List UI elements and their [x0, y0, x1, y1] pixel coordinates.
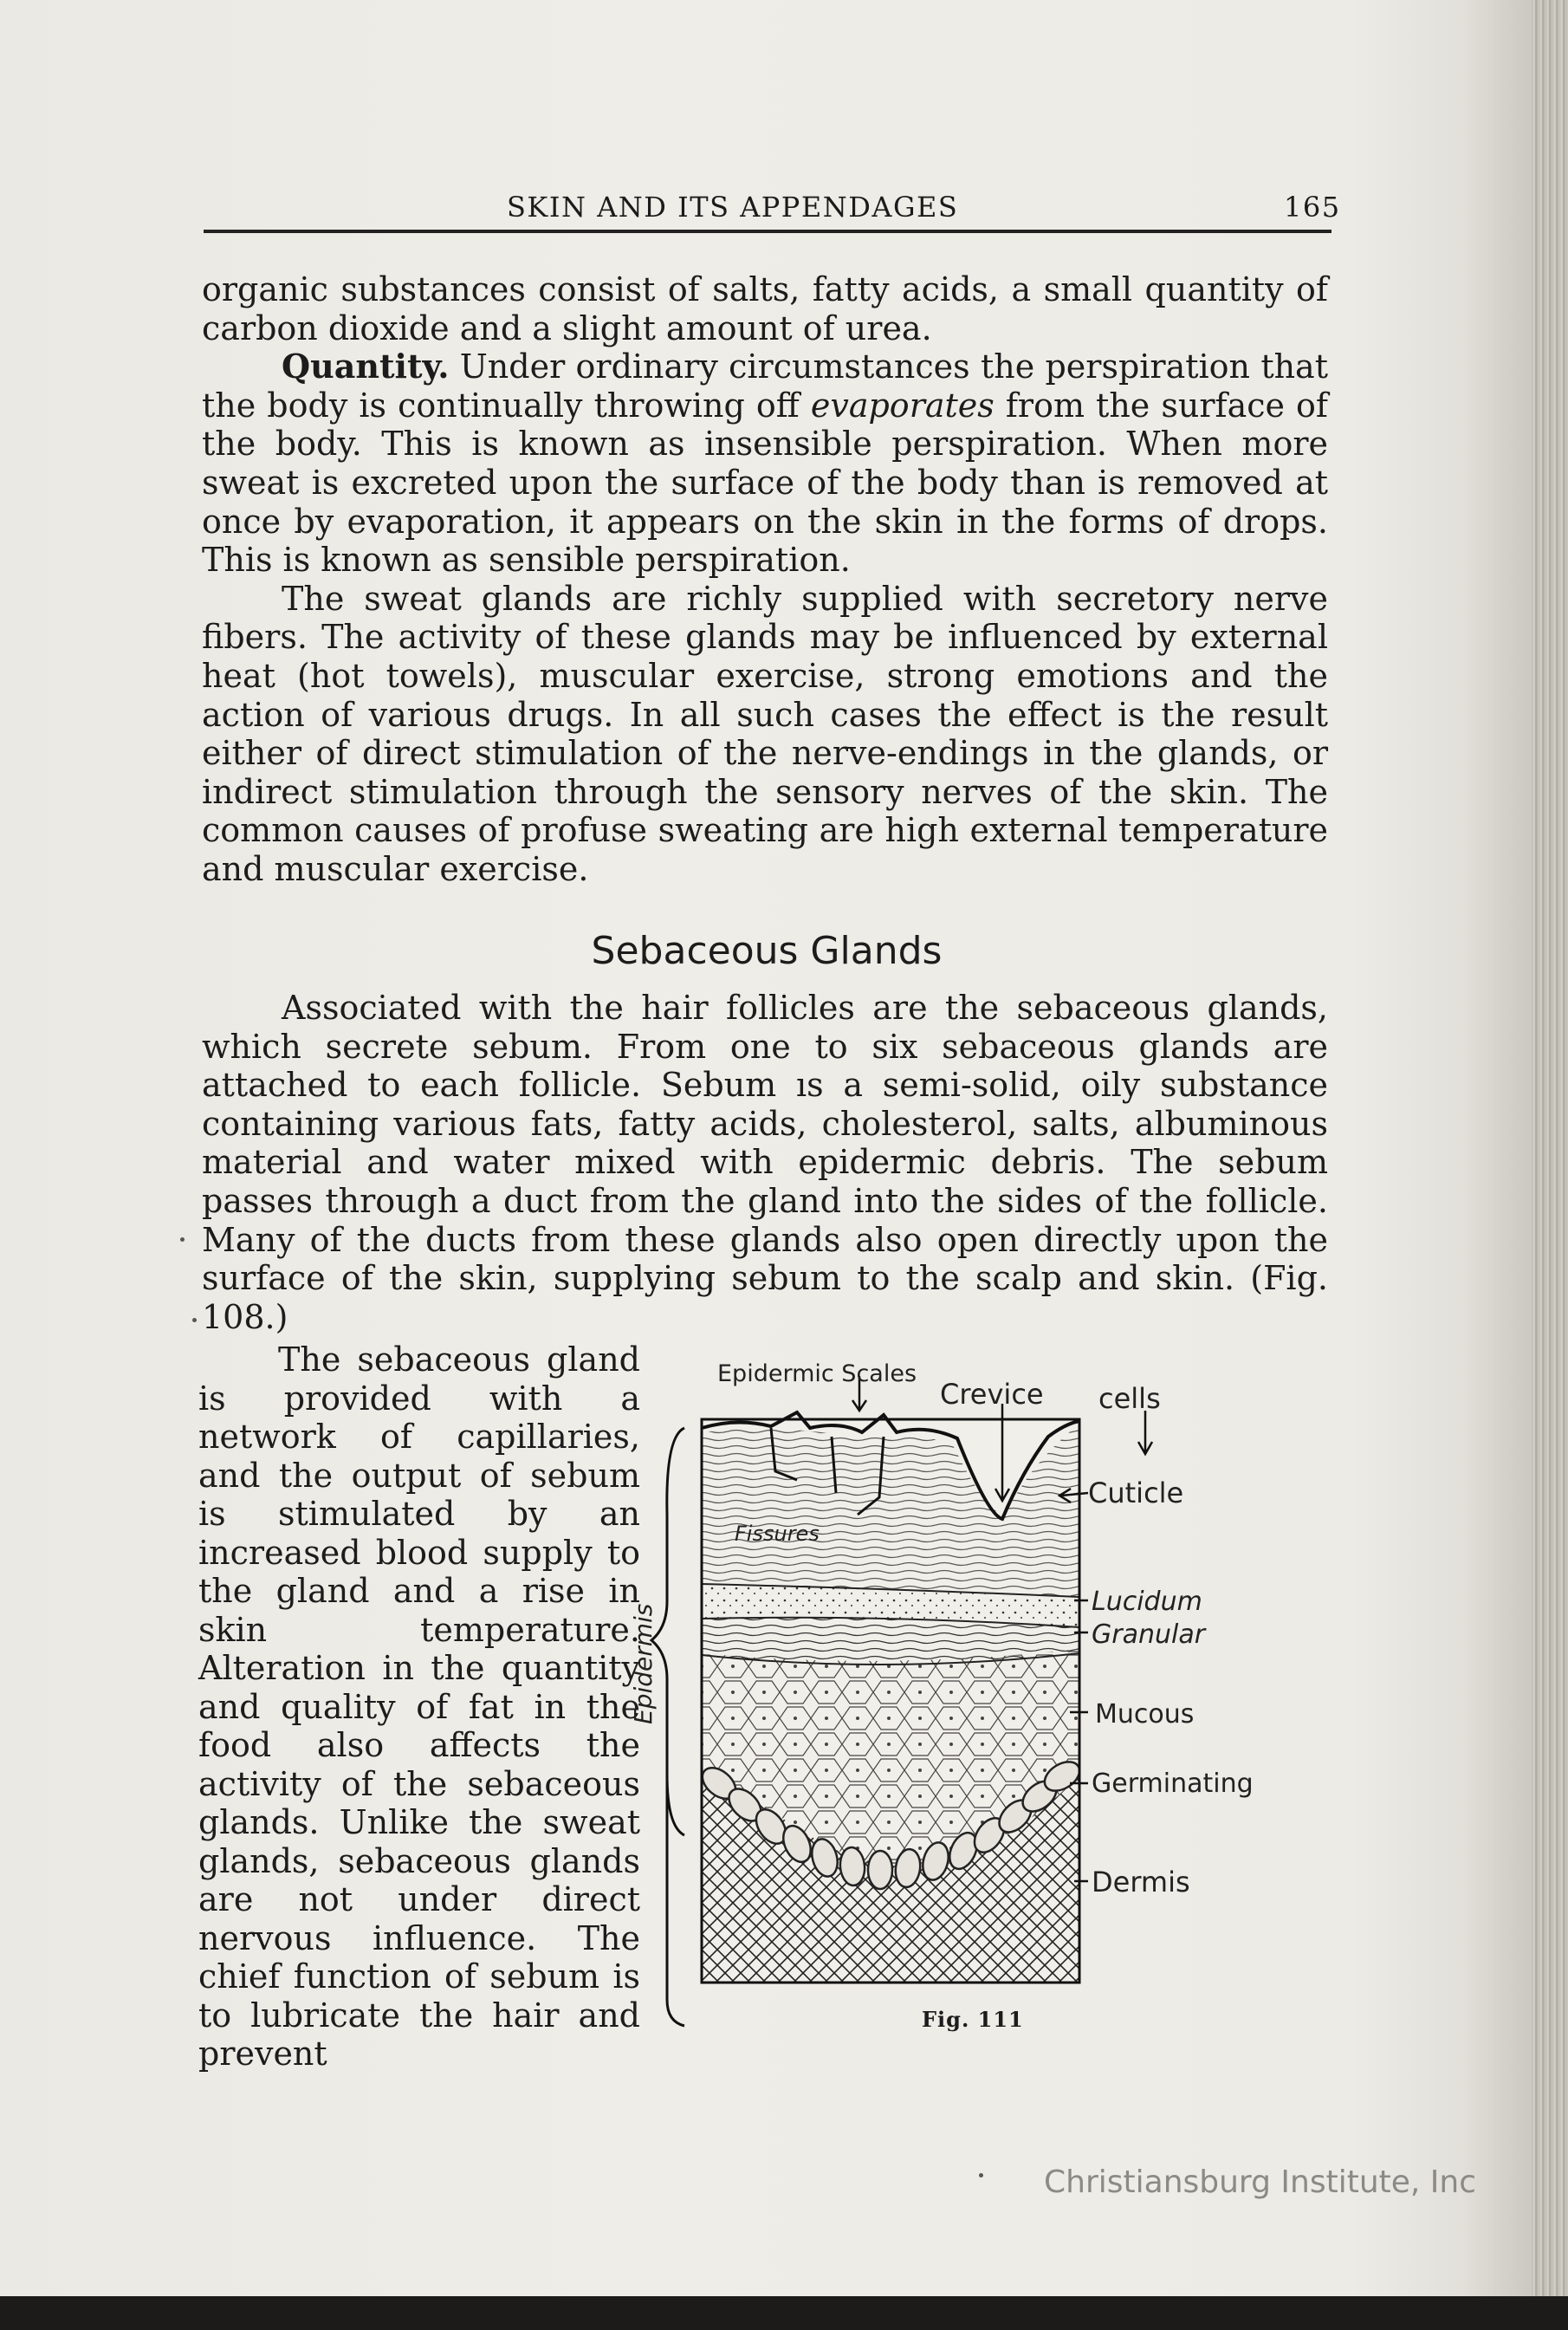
page-header [0, 191, 1568, 225]
figure-caption: Fig. 111 [922, 2007, 1024, 2032]
label-cells: cells [1098, 1382, 1161, 1415]
label-epidermic-scales: Epidermic Scales [717, 1360, 917, 1387]
page-edge-stack [1532, 0, 1568, 2330]
label-crevice: Crevice [940, 1378, 1044, 1411]
header-rule [204, 230, 1332, 233]
paragraph: Associated with the hair follicles are the sebaceous glands, which secrete sebum. From one to six sebaceous glands are attached to each follicle. Sebum ıs a semi-solid, oily substance containing various fats, fatty acids, cholesterol, salts, albuminous material and water mixed with epidermic debris. The sebum passes through a duct from the gland into the sides of the follicle. Many of the ducts from these glands also open directly upon the surface of the skin, supplying sebum to the scalp and skin. (Fig. 108.) [202, 989, 1328, 1336]
label-cuticle: Cuticle [1088, 1477, 1184, 1509]
label-lucidum: Lucidum [1092, 1587, 1202, 1617]
text-run: from the surface of the body. This is known as insensible perspiration. When more sweat is excreted upon the surface of the body than is removed at once by evaporation, it appears on the skin in the forms of drops. This is known as sensible perspiration. [202, 386, 1328, 580]
run-in-heading: Quantity. [282, 347, 450, 386]
body-text-top [202, 270, 1328, 889]
paragraph: The sebaceous gland is provided with a network of capillaries, and the output of sebum is stimulated by an increased blood supply to the gland and a rise in skin temperature. Alteration in the quantity and quality of fat in the food also affects the activity of the sebaceous glands. Unlike the sweat glands, sebaceous glands are not under direct nervous influence. The chief function of sebum is to lubricate the hair and prevent [198, 1340, 640, 2073]
page-number: 165 [1284, 191, 1341, 224]
running-head: SKIN AND ITS APPENDAGES [507, 191, 959, 224]
paragraph-quantity [202, 347, 1328, 580]
paragraph: organic substances consist of salts, fatty acids, a small quantity of carbon dioxide and a slight amount of urea. [202, 270, 1328, 347]
scan-border [0, 2296, 1568, 2330]
watermark: Christiansburg Institute, Inc [1044, 2164, 1477, 2200]
body-text-column [198, 1340, 640, 2074]
label-dermis: Dermis [1092, 1866, 1190, 1898]
section-heading: Sebaceous Glands [591, 929, 943, 973]
label-epidermis: Epidermis [629, 1603, 658, 1724]
skin-block [697, 1419, 1085, 1983]
paragraph: The sweat glands are richly supplied with secretory nerve fibers. The activity of these glands may be influenced by external heat (hot towels), muscular exercise, strong emotions and the action of various drugs. In all such cases the effect is the result either of direct stimulation of the nerve-endings in the glands, or indirect stimulation through the sensory nerves of the skin. The common causes of profuse sweating are high external temperature and muscular exercise. [202, 579, 1328, 888]
label-granular: Granular [1092, 1619, 1206, 1650]
paper-speck [979, 2173, 983, 2177]
emphasis: evaporates [810, 386, 995, 425]
text-run: Under ordinary circumstances the perspiration that the body is continually throwing off [202, 347, 1328, 425]
label-fissures: Fissures [735, 1522, 820, 1546]
label-mucous: Mucous [1095, 1699, 1195, 1730]
body-text-section [202, 989, 1328, 1336]
label-germinating: Germinating [1092, 1769, 1254, 1799]
paper-speck [180, 1237, 185, 1242]
skin-layers-figure [624, 1341, 1317, 2035]
paper-speck [192, 1318, 197, 1322]
skin-diagram [624, 1341, 1317, 2035]
